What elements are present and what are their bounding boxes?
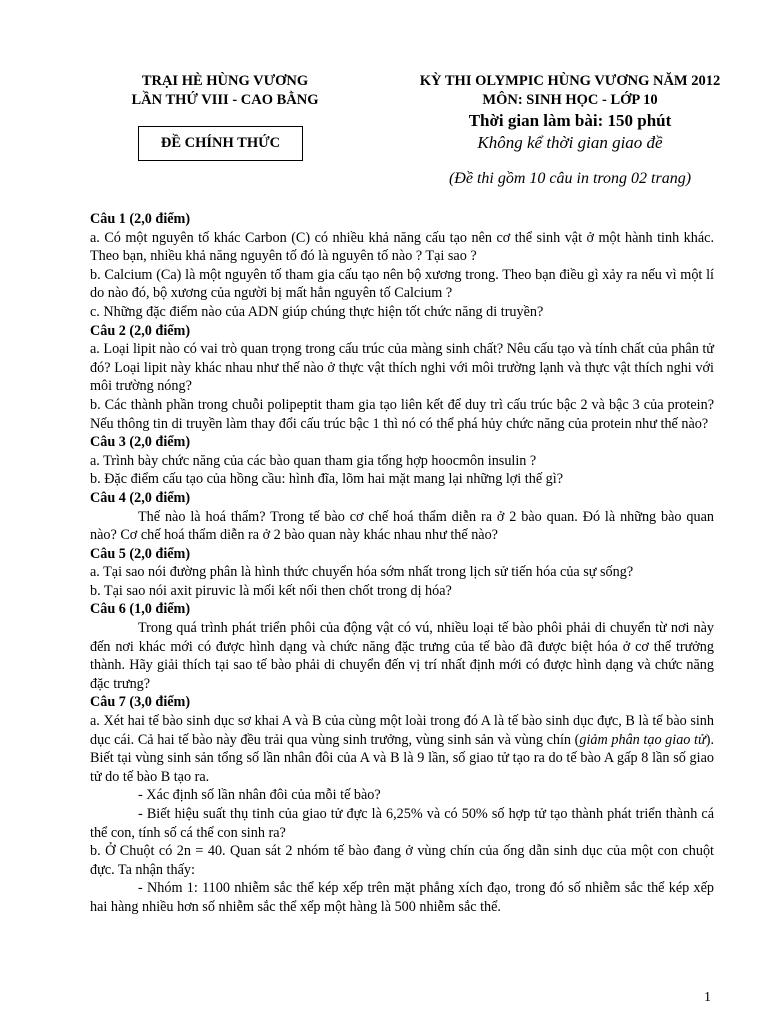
question-5-b: b. Tại sao nói axit piruvic là mối kết nối then chốt trong dị hóa?: [90, 582, 452, 599]
organizer-header: [90, 72, 360, 110]
question-3-b: b. Đặc điểm cấu tạo của hồng cầu: hình đĩa, lõm hai mặt mang lại những lợi thế gì?: [90, 471, 564, 488]
question-7-b: b. Ở Chuột có 2n = 40. Quan sát 2 nhóm tế bào đang ở vùng chín của ống dẫn sinh dục của một con chuột đực. Ta nhận thấy:: [90, 843, 714, 878]
question-7-title: Câu 7 (3,0 điểm): [90, 694, 191, 711]
question-2-b: b. Các thành phần trong chuỗi polipeptit tham gia tạo liên kết để duy trì cấu trúc bậc 2 và bậc 3 của protein? Nếu thông tin di truyền làm thay đổi cấu trúc bậc 1 thì nó có thể phá hủy chức năng của protein như thế nào?: [90, 396, 714, 432]
question-7-a-part-2: ). Biết tại vùng sinh sản tổng số lần nhân đôi của A và B là 9 lần, số giao tử tạo ra do tế bào A gấp 8 lần số giao tử do tế bào B tạo ra.: [90, 731, 714, 785]
question-2-a: a. Loại lipit nào có vai trò quan trọng trong cấu trúc của màng sinh chất? Nêu cấu tạo và tính chất của phân tử đó? Loại lipit này khác nhau như thế nào ở thực vật thích nghi với môi trường lạnh và thực vật thích nghi với môi trường nóng?: [90, 341, 714, 395]
question-1-c: c. Những đặc điểm nào của ADN giúp chúng thực hiện tốt chức năng di truyền?: [90, 303, 544, 320]
question-7-a-emphasis: giảm phân tạo giao tử: [579, 731, 706, 748]
organizer-line-1: TRẠI HÈ HÙNG VƯƠNG: [141, 73, 309, 89]
page-number: 1: [704, 990, 711, 1005]
organizer-line-2: LẦN THỨ VIII - CAO BẰNG: [131, 92, 319, 108]
question-1-title: Câu 1 (2,0 điểm): [90, 211, 191, 227]
exam-title: KỲ THI OLYMPIC HÙNG VƯƠNG NĂM 2012: [419, 73, 721, 89]
question-3-a: a. Trình bày chức năng của các bào quan tham gia tổng hợp hoocmôn insulin ?: [90, 452, 537, 469]
exam-header: [390, 72, 750, 190]
question-5-a: a. Tại sao nói đường phân là hình thức chuyển hóa sớm nhất trong lịch sử tiến hóa của sự sống?: [90, 564, 634, 581]
exam-time: Thời gian làm bài: 150 phút: [468, 111, 672, 130]
official-exam-box: ĐỀ CHÍNH THỨC: [138, 126, 303, 161]
exam-pages-note: (Đề thi gồm 10 câu in trong 02 trang): [448, 170, 692, 187]
question-5-title: Câu 5 (2,0 điểm): [90, 545, 191, 562]
exam-subject: MÔN: SINH HỌC - LỚP 10: [482, 92, 658, 108]
question-3-title: Câu 3 (2,0 điểm): [90, 434, 191, 451]
question-2-title: Câu 2 (2,0 điểm): [90, 322, 191, 339]
question-7-a: [90, 712, 714, 786]
question-4-title: Câu 4 (2,0 điểm): [90, 489, 191, 506]
question-7-a-item-2: - Biết hiệu suất thụ tinh của giao tử đực là 6,25% và có 50% số hợp tử tạo thành phát triển thành cá thể con, tính số cá thể con sinh ra?: [90, 806, 714, 841]
question-4-text: Thế nào là hoá thẩm? Trong tế bào cơ chế hoá thẩm diễn ra ở 2 bào quan. Đó là những bào quan nào? Cơ chế hoá thẩm diễn ra ở 2 bào quan này khác nhau như thế nào?: [90, 508, 714, 544]
question-7-a-part-1: a. Xét hai tế bào sinh dục sơ khai A và B của cùng một loài trong đó A là tế bào sinh dục đực, B là tế bào sinh dục cái. Cả hai tế bào này đều trải qua vùng sinh trưởng, vùng sinh sản và vùng chín (: [90, 713, 714, 748]
question-6-title: Câu 6 (1,0 điểm): [90, 601, 191, 618]
question-1-a: a. Có một nguyên tố khác Carbon (C) có nhiều khả năng cấu tạo nên cơ thể sinh vật ở một hành tinh khác. Theo bạn, nhiều khả năng nguyên tố đó là nguyên tố nào ? Tại sao ?: [90, 229, 714, 265]
question-7-b-item-1: - Nhóm 1: 1100 nhiễm sắc thể kép xếp trên mặt phẳng xích đạo, trong đó số nhiễm sắc thể kép xếp hai hàng nhiều hơn số nhiễm sắc thể xếp một hàng là 500 nhiễm sắc thể.: [90, 880, 714, 915]
exam-body: [90, 210, 714, 917]
question-7-a-item-1: - Xác định số lần nhân đôi của mỗi tế bào?: [138, 787, 381, 804]
question-6-text: Trong quá trình phát triển phôi của động vật có vú, nhiều loại tế bào phôi phải di chuyển từ nơi này đến nơi khác mới có được hình dạng và chức năng đặc trưng của tế bào đã được biệt hóa ở cơ thể trưởng thành. Hãy giải thích tại sao tế bào phải di chuyển đến vị trí nhất định mới có được hình dạng và chức năng đặc trưng?: [90, 620, 714, 692]
exam-time-note: Không kể thời gian giao đề: [477, 133, 663, 152]
question-1-b: b. Calcium (Ca) là một nguyên tố tham gia cấu tạo nên bộ xương trong. Theo bạn điều gì xảy ra nếu vì một lí do nào đó, bộ xương của người bị mất hẳn nguyên tố Calcium ?: [90, 266, 714, 302]
